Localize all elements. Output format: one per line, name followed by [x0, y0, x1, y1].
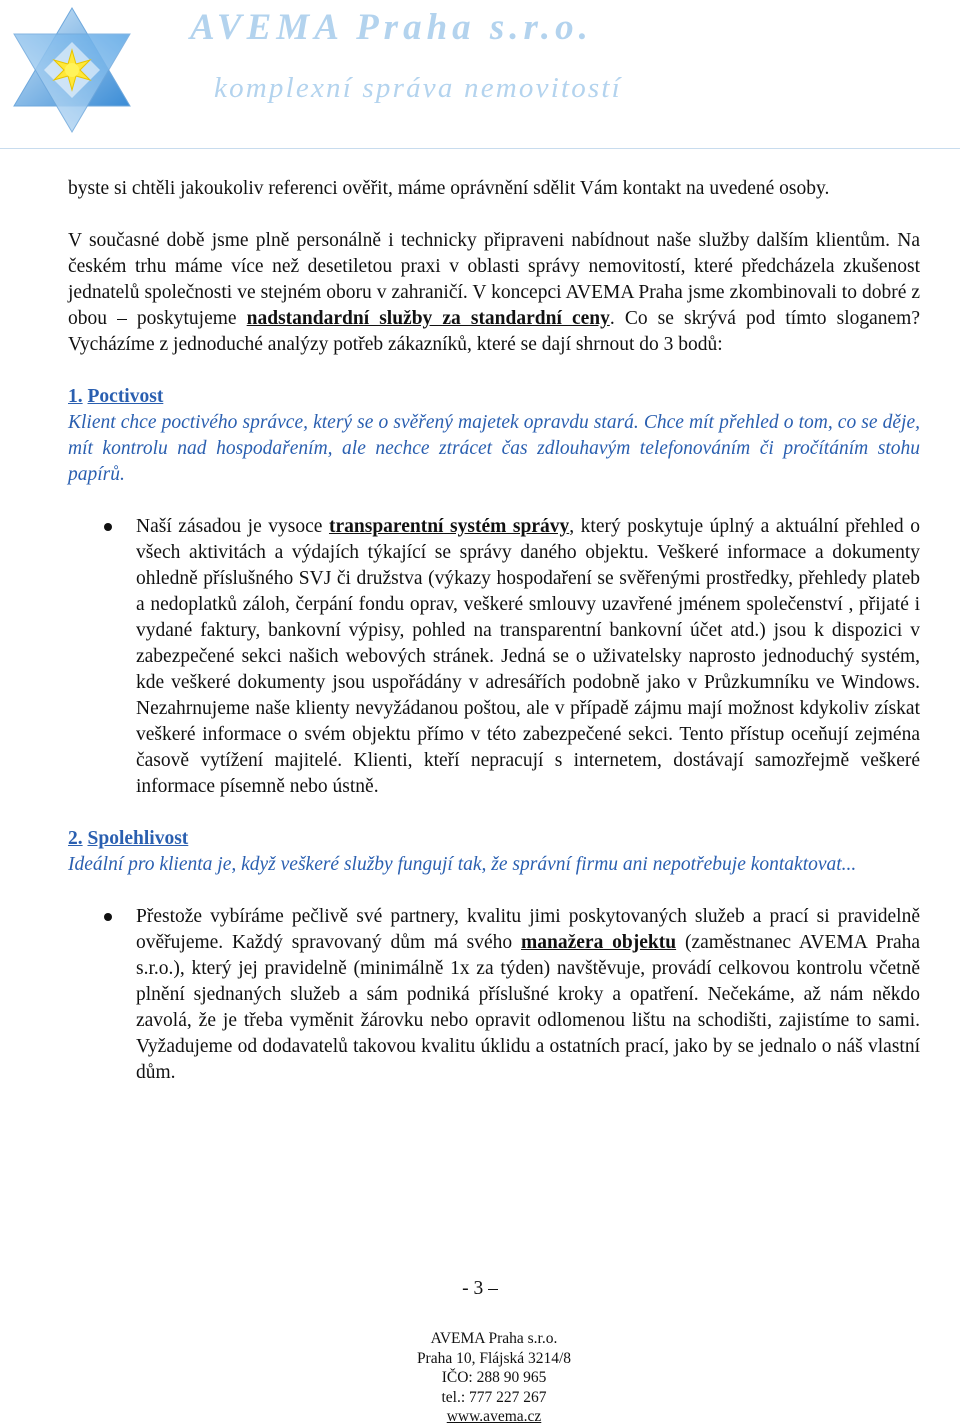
footer-company: AVEMA Praha s.r.o.: [430, 1330, 558, 1347]
list-item: Naší zásadou je vysoce transparentní systém správy, který poskytuje úplný a aktuální přehled o všech aktivitách a výdajích týkající se správy daného objektu. Veškeré informace a dokumenty ohledně příslušného SVJ či družstva (výkazy hospodaření se svěřenými prostředky, přehledy plateb a nedoplatků záloh, čerpání fondu oprav, veškeré smlouvy uzavřené jménem společenství , přijaté i vydané faktury, bankovní výpisy, pohled na transparentní bankovní účet atd.) jsou k dispozici v zabezpečené sekci našich webových stránek. Jedná se o uživatelsky naprosto jednoduchý systém, kde veškeré dokumenty jsou uspořádány v adresářích podobně jako v Průzkumníku ve Windows. Nezahrnujeme naše klienty nevyžádanou poštou, ale v případě zájmu mají možnost kdykoliv získat veškeré informace o svém objektu přímo v této zabezpečené sekci. Tento přístup oceňují zejména časově vytížení majitelé. Klienti, kteří nepracují s internetem, dostávají samozřejmě veškeré informace písemně nebo ústně.: [68, 514, 920, 800]
transparent-system-link[interactable]: transparentní systém správy: [328, 516, 570, 537]
paragraph-intro: V současné době jsme plně personálně i technicky připraveni nabídnout naše služby dalším klientům. Na českém trhu máme více než desetiletou praxi v oblasti správy nemovitostí, které předcházela zkušenost jednatelů společnosti ve stejném oboru v zahraničí. V koncepci AVEMA Praha jsme zkombinovali to dobré z obou – poskytujeme nadstandardní služby za standardní ceny. Co se skrývá pod tímto sloganem? Vycházíme z jednoduché analýzy potřeb zákazníků, které se dají shrnout do 3 bodů:: [68, 230, 921, 355]
page-number: - 3 –: [462, 1278, 498, 1299]
page-header: [0, 0, 960, 150]
list-item: Přestože vybíráme pečlivě své partnery, kvalitu jimi poskytovaných služeb a prací si pravidelně ověřujeme. Každý spravovaný dům má svého manažera objektu (zaměstnanec AVEMA Praha s.r.o.), který jej pravidelně (minimálně 1x za týden) navštěvuje, provádí celkovou kontrolu včetně plnění sjednaných služeb a sám podniká příslušné kroky a opatření. Nečekáme, až nám někdo zavolá, že je třeba vyměnit žárovku nebo opravit odlomenou lištu na schodišti, zajistíme to sami. Vyžadujeme od dodavatelů takovou kvalitu úklidu a ostatních prací, jako by se jednalo o náš vlastní dům.: [68, 904, 920, 1086]
section-1-heading: 1. Poctivost: [68, 386, 164, 407]
page-footer: [0, 1329, 960, 1427]
section-2-quote: Ideální pro klienta je, když veškeré služby fungují tak, že správní firmu ani nepotřebuje kontaktovat...: [68, 854, 857, 875]
bullet-icon: [104, 913, 112, 921]
company-title: AVEMA Praha s.r.o.: [190, 7, 593, 48]
document-body: [68, 176, 920, 1086]
paragraph-references: byste si chtěli jakoukoliv referenci ověřit, máme oprávnění sdělit Vám kontakt na uvedené osoby.: [68, 178, 830, 199]
header-divider: [0, 148, 960, 149]
section-1-list: [68, 514, 920, 800]
company-tagline: komplexní správa nemovitostí: [214, 72, 622, 104]
footer-ico: IČO: 288 90 965: [441, 1369, 547, 1387]
footer-website-link[interactable]: www.avema.cz: [446, 1408, 542, 1426]
object-manager-link[interactable]: manažera objektu: [521, 932, 677, 953]
slogan-link[interactable]: nadstandardní služby za standardní ceny: [246, 308, 610, 329]
footer-address: Praha 10, Flájská 3214/8: [416, 1349, 572, 1367]
section-2-list: [68, 904, 920, 1086]
bullet-icon: [104, 523, 112, 531]
star-of-david-sun-icon: [8, 4, 136, 136]
footer-phone: tel.: 777 227 267: [441, 1388, 547, 1406]
section-2-heading: 2. Spolehlivost: [68, 828, 189, 849]
section-1-quote: Klient chce poctivého správce, který se o svěřený majetek opravdu stará. Chce mít přehled o tom, co se děje, mít kontrolu nad hospodařením, ale nechce ztrácet čas zdlouhavým telefonováním či pročítáním stohu papírů.: [68, 412, 920, 485]
